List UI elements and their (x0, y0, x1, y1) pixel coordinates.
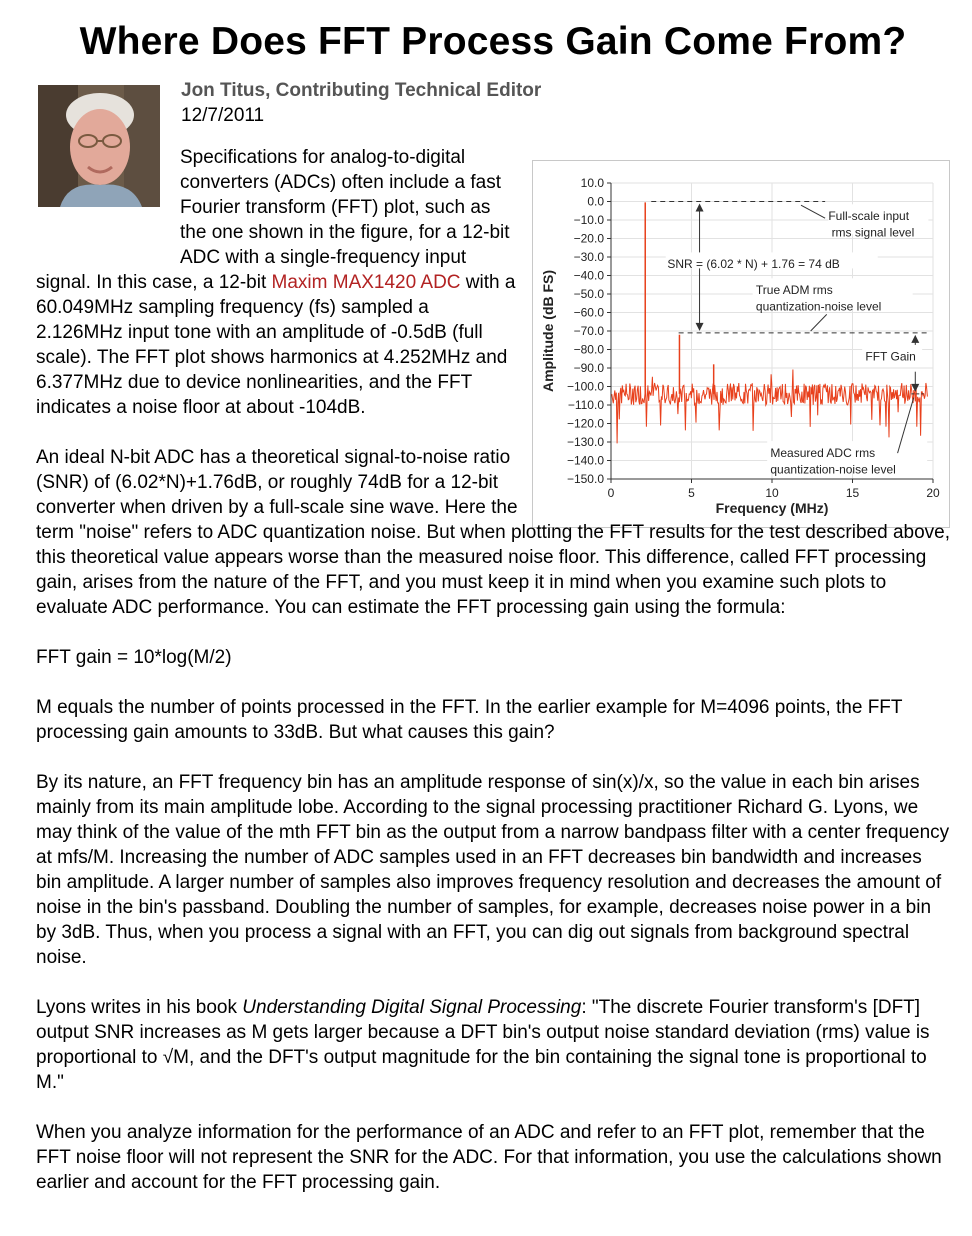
author-name: Jon Titus, Contributing Technical Editor (181, 80, 542, 101)
annotation-measured-2: quantization-noise level (770, 462, 896, 477)
y-tick-label: −130.0 (566, 435, 604, 449)
y-tick-label: −10.0 (573, 213, 604, 227)
paragraph-3: FFT gain = 10*log(M/2) (36, 647, 232, 668)
publish-date: 12/7/2011 (181, 105, 265, 126)
paragraph-7: When you analyze information for the performance of an ADC and refer to an FFT plot, remember that the FFT noise floor will not represent the SNR for the ADC. For that information, you use the calculations shown earlier and account for the FFT processing gain. (36, 1122, 942, 1193)
y-tick-label: −50.0 (573, 287, 604, 301)
y-tick-label: −40.0 (573, 268, 604, 283)
annotation-true-2: quantization-noise level (755, 299, 882, 314)
x-axis-label: Frequency (MHz) (715, 500, 829, 516)
x-tick-label: 5 (688, 486, 695, 500)
y-tick-label: −20.0 (573, 231, 604, 246)
paragraph-5: By its nature, an FFT frequency bin has an amplitude response of sin(x)/x, so the value in each bin arises mainly from its main amplitude lobe. According to the signal processing practitioner Richard G. Lyons, we may think of the value of the mth FFT bin as the output from a narrow bandpass filter with a center frequency at mfs/M. Increasing the number of ADC samples used in an FFT decreases bin bandwidth and increases bin amplitude. A larger number of samples also improves frequency resolution and decreases the amount of noise in the bin's passband. Doubling the number of samples, for example, decreases noise power in a bin by 3dB. Thus, when you process a signal with an FFT, you can dig out signals from background spectral noise. (36, 772, 950, 968)
x-tick-label: 15 (845, 486, 860, 500)
y-tick-label: −140.0 (566, 453, 604, 468)
paragraph-1: Specifications for analog-to-digital converters (ADCs) often include a fast Fourier transform (FFT) plot, such as the one shown in the figure, for a 12-bit ADC with a single-frequency input signal. In this case, a 12-bit Maxim MAX1420 ADC with a 60.049MHz sampling frequency (fs) sampled a 2.126MHz input tone with an amplitude of -0.5dB (full scale). The FFT plot shows harmonics at 4.252MHz and 6.377MHz due to device nonlinearities, and the FFT indicates a noise floor at about -104dB. (36, 147, 516, 418)
y-tick-label: −70.0 (573, 324, 604, 338)
y-tick-label: −110.0 (567, 398, 604, 412)
x-tick-label: 10 (765, 486, 779, 500)
y-axis-label: Amplitude (dB FS) (540, 269, 556, 393)
y-tick-label: −80.0 (573, 342, 604, 357)
y-tick-label: −150.0 (566, 472, 604, 486)
annotation-snr: SNR = (6.02 * N) + 1.76 = 74 dB (667, 257, 840, 272)
annotation-full-scale-1: Full-scale input (828, 209, 910, 223)
annotation-measured-1: Measured ADC rms (770, 445, 876, 460)
annotation-true-1: True ADM rms (755, 283, 833, 297)
paragraph-2: An ideal N-bit ADC has a theoretical signal-to-noise ratio (SNR) of (6.02*N)+1.76dB, or roughly 74dB for a 12-bit converter when driven by a full-scale sine wave. Here the term "noise" refers to ADC quantization noise. But when plotting the FFT results for the test described above, this theoretical value appears worse than the measured noise floor. This difference, called FFT processing gain, arises from the nature of the FFT, and you must keep it in mind when you examine such plots to evaluate ADC performance. You can estimate the FFT processing gain using the formula: (36, 447, 950, 618)
y-tick-label: −100.0 (566, 379, 604, 394)
x-tick-label: 20 (926, 486, 940, 500)
paragraph-4: M equals the number of points processed in the FFT. In the earlier example for M=4096 points, the FFT processing gain amounts to 33dB. But what causes this gain? (36, 697, 903, 743)
article-body (36, 145, 950, 1220)
maxim-link[interactable]: Maxim MAX1420 ADC (271, 272, 461, 293)
paragraph-6: Lyons writes in his book Understanding Digital Signal Processing: "The discrete Fourier transform's [DFT] output SNR increases as M gets larger because a DFT bin's output noise standard deviation (rms) value is proportional to √M, and the DFT's output magnitude for the bin containing the signal tone is proportional to M." (36, 997, 930, 1093)
y-tick-label: −30.0 (573, 250, 604, 264)
article (36, 14, 950, 1193)
y-tick-label: −120.0 (566, 416, 604, 431)
page-title: Where Does FFT Process Gain Come From? (79, 20, 907, 63)
annotation-full-scale-2: rms signal level (831, 225, 915, 240)
y-tick-label: −60.0 (573, 305, 604, 320)
y-tick-label: 10.0 (580, 176, 604, 190)
y-tick-label: 0.0 (587, 194, 604, 209)
x-tick-label: 0 (607, 486, 615, 500)
y-tick-label: −90.0 (573, 361, 604, 375)
annotation-gain: FFT Gain (865, 349, 916, 364)
